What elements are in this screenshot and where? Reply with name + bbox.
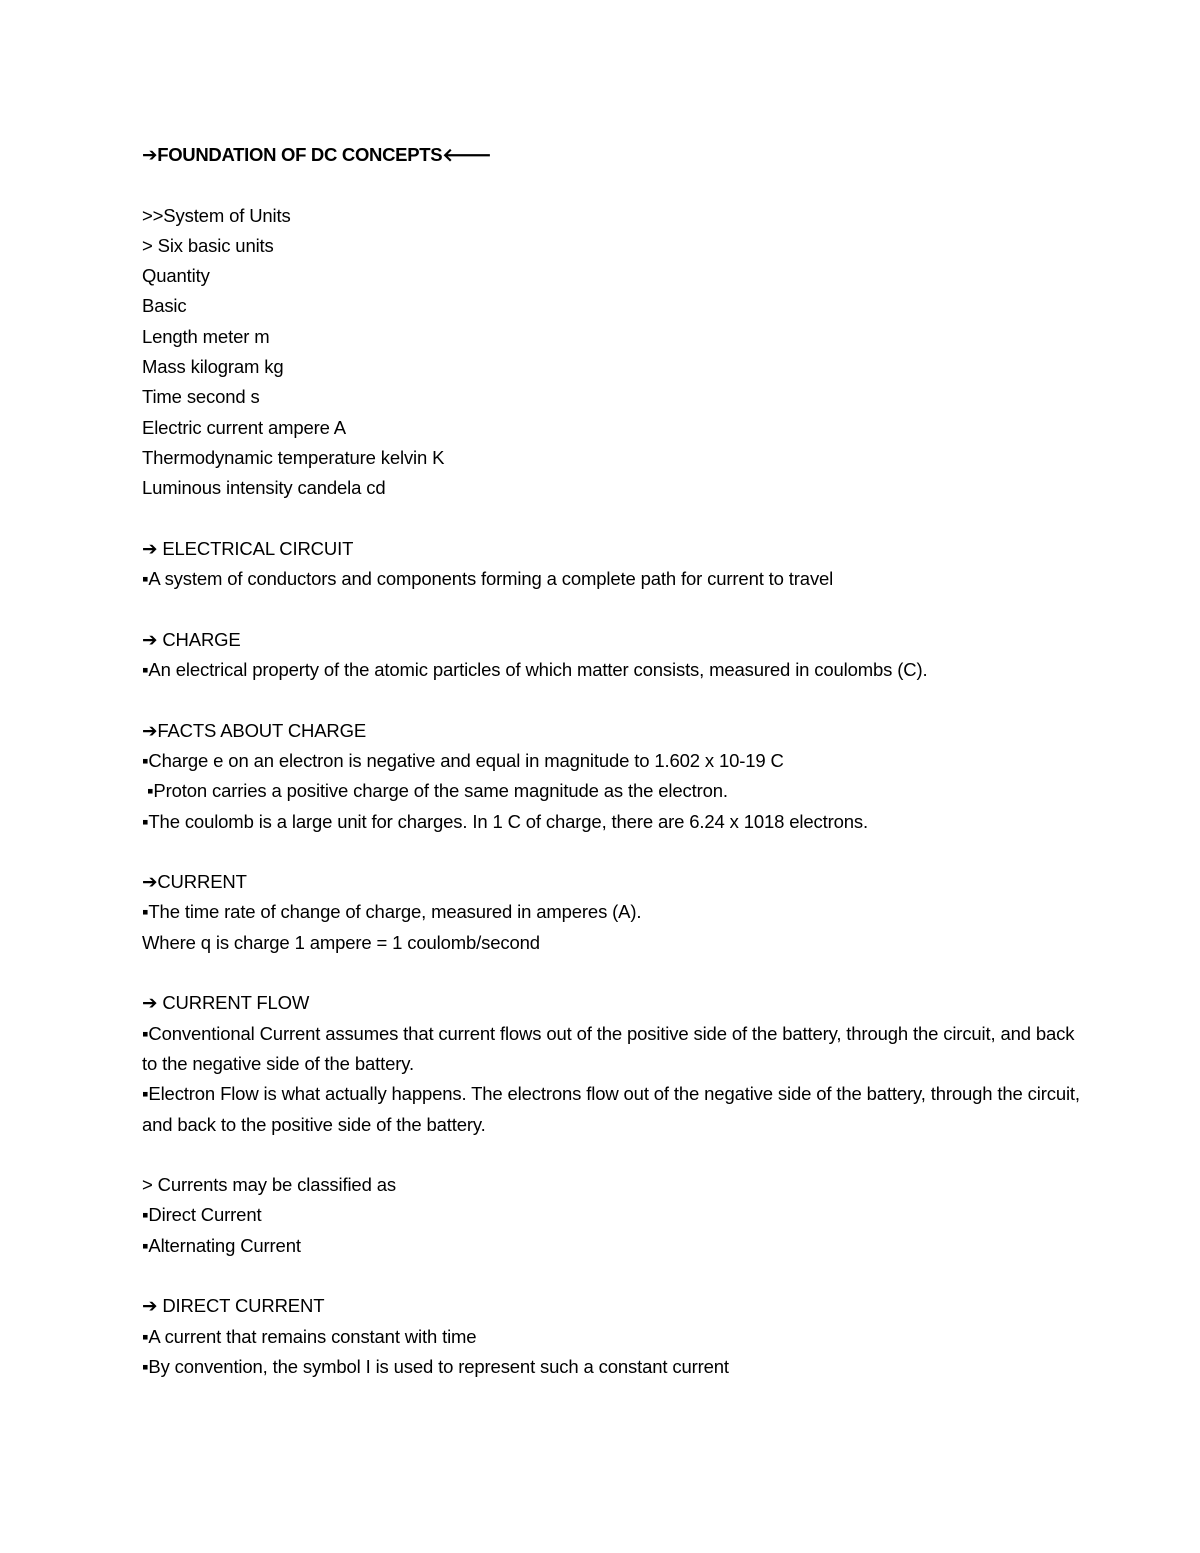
electrical-circuit-bullet: ▪A system of conductors and components forming a complete path for current to travel — [142, 568, 834, 590]
charge-heading: ➔ CHARGE — [142, 628, 241, 650]
classification-heading: > Currents may be classified as — [142, 1174, 396, 1196]
document-title — [142, 140, 1082, 170]
units-heading: >>System of Units — [142, 204, 291, 226]
arrow-left-icon: 🡐 — [442, 144, 492, 165]
current-flow-heading: ➔ CURRENT FLOW — [142, 992, 310, 1014]
document-title-text: FOUNDATION OF DC CONCEPTS — [157, 144, 443, 165]
current-flow-bullet: ▪Electron Flow is what actually happens. The electrons flow out of the negative side of the battery, through the circuit, and back to the positive side of the battery. — [142, 1083, 1080, 1135]
current-bullet: ▪The time rate of change of charge, measured in amperes (A). — [142, 901, 642, 923]
units-row: Length meter m — [142, 325, 270, 347]
spacer — [142, 958, 1082, 988]
document-page — [142, 140, 1082, 1382]
direct-current-heading: ➔ DIRECT CURRENT — [142, 1295, 325, 1317]
current-bullet: Where q is charge 1 ampere = 1 coulomb/second — [142, 931, 540, 953]
electrical-circuit-heading: ➔ ELECTRICAL CIRCUIT — [142, 537, 354, 559]
spacer — [142, 1261, 1082, 1291]
facts-bullet: ▪The coulomb is a large unit for charges. In 1 C of charge, there are 6.24 x 1018 electrons. — [142, 810, 868, 832]
facts-heading: ➔FACTS ABOUT CHARGE — [142, 719, 367, 741]
classification-bullet: ▪Direct Current — [142, 1204, 262, 1226]
units-row: Mass kilogram kg — [142, 356, 284, 378]
facts-bullet: ▪Proton carries a positive charge of the same magnitude as the electron. — [142, 780, 728, 802]
units-row: Electric current ampere A — [142, 416, 346, 438]
units-row: Thermodynamic temperature kelvin K — [142, 446, 445, 468]
direct-current-bullet: ▪A current that remains constant with time — [142, 1325, 477, 1347]
spacer — [142, 1140, 1082, 1170]
direct-current-bullet: ▪By convention, the symbol I is used to represent such a constant current — [142, 1355, 729, 1377]
classification-bullet: ▪Alternating Current — [142, 1234, 301, 1256]
facts-bullet: ▪Charge e on an electron is negative and equal in magnitude to 1.602 x 10-19 C — [142, 749, 784, 771]
spacer — [142, 504, 1082, 534]
current-heading: ➔CURRENT — [142, 871, 247, 893]
units-col-basic: Basic — [142, 295, 187, 317]
arrow-right-icon: ➔ — [142, 144, 158, 165]
spacer — [142, 837, 1082, 867]
units-row: Time second s — [142, 386, 260, 408]
units-row: Luminous intensity candela cd — [142, 477, 386, 499]
units-subheading: > Six basic units — [142, 234, 274, 256]
spacer — [142, 685, 1082, 715]
charge-bullet: ▪An electrical property of the atomic particles of which matter consists, measured in coulombs (C). — [142, 659, 928, 681]
spacer — [142, 170, 1082, 200]
units-col-quantity: Quantity — [142, 265, 210, 287]
spacer — [142, 594, 1082, 624]
current-flow-bullet: ▪Conventional Current assumes that current flows out of the positive side of the battery, through the circuit, and back to the negative side of the battery. — [142, 1022, 1075, 1074]
